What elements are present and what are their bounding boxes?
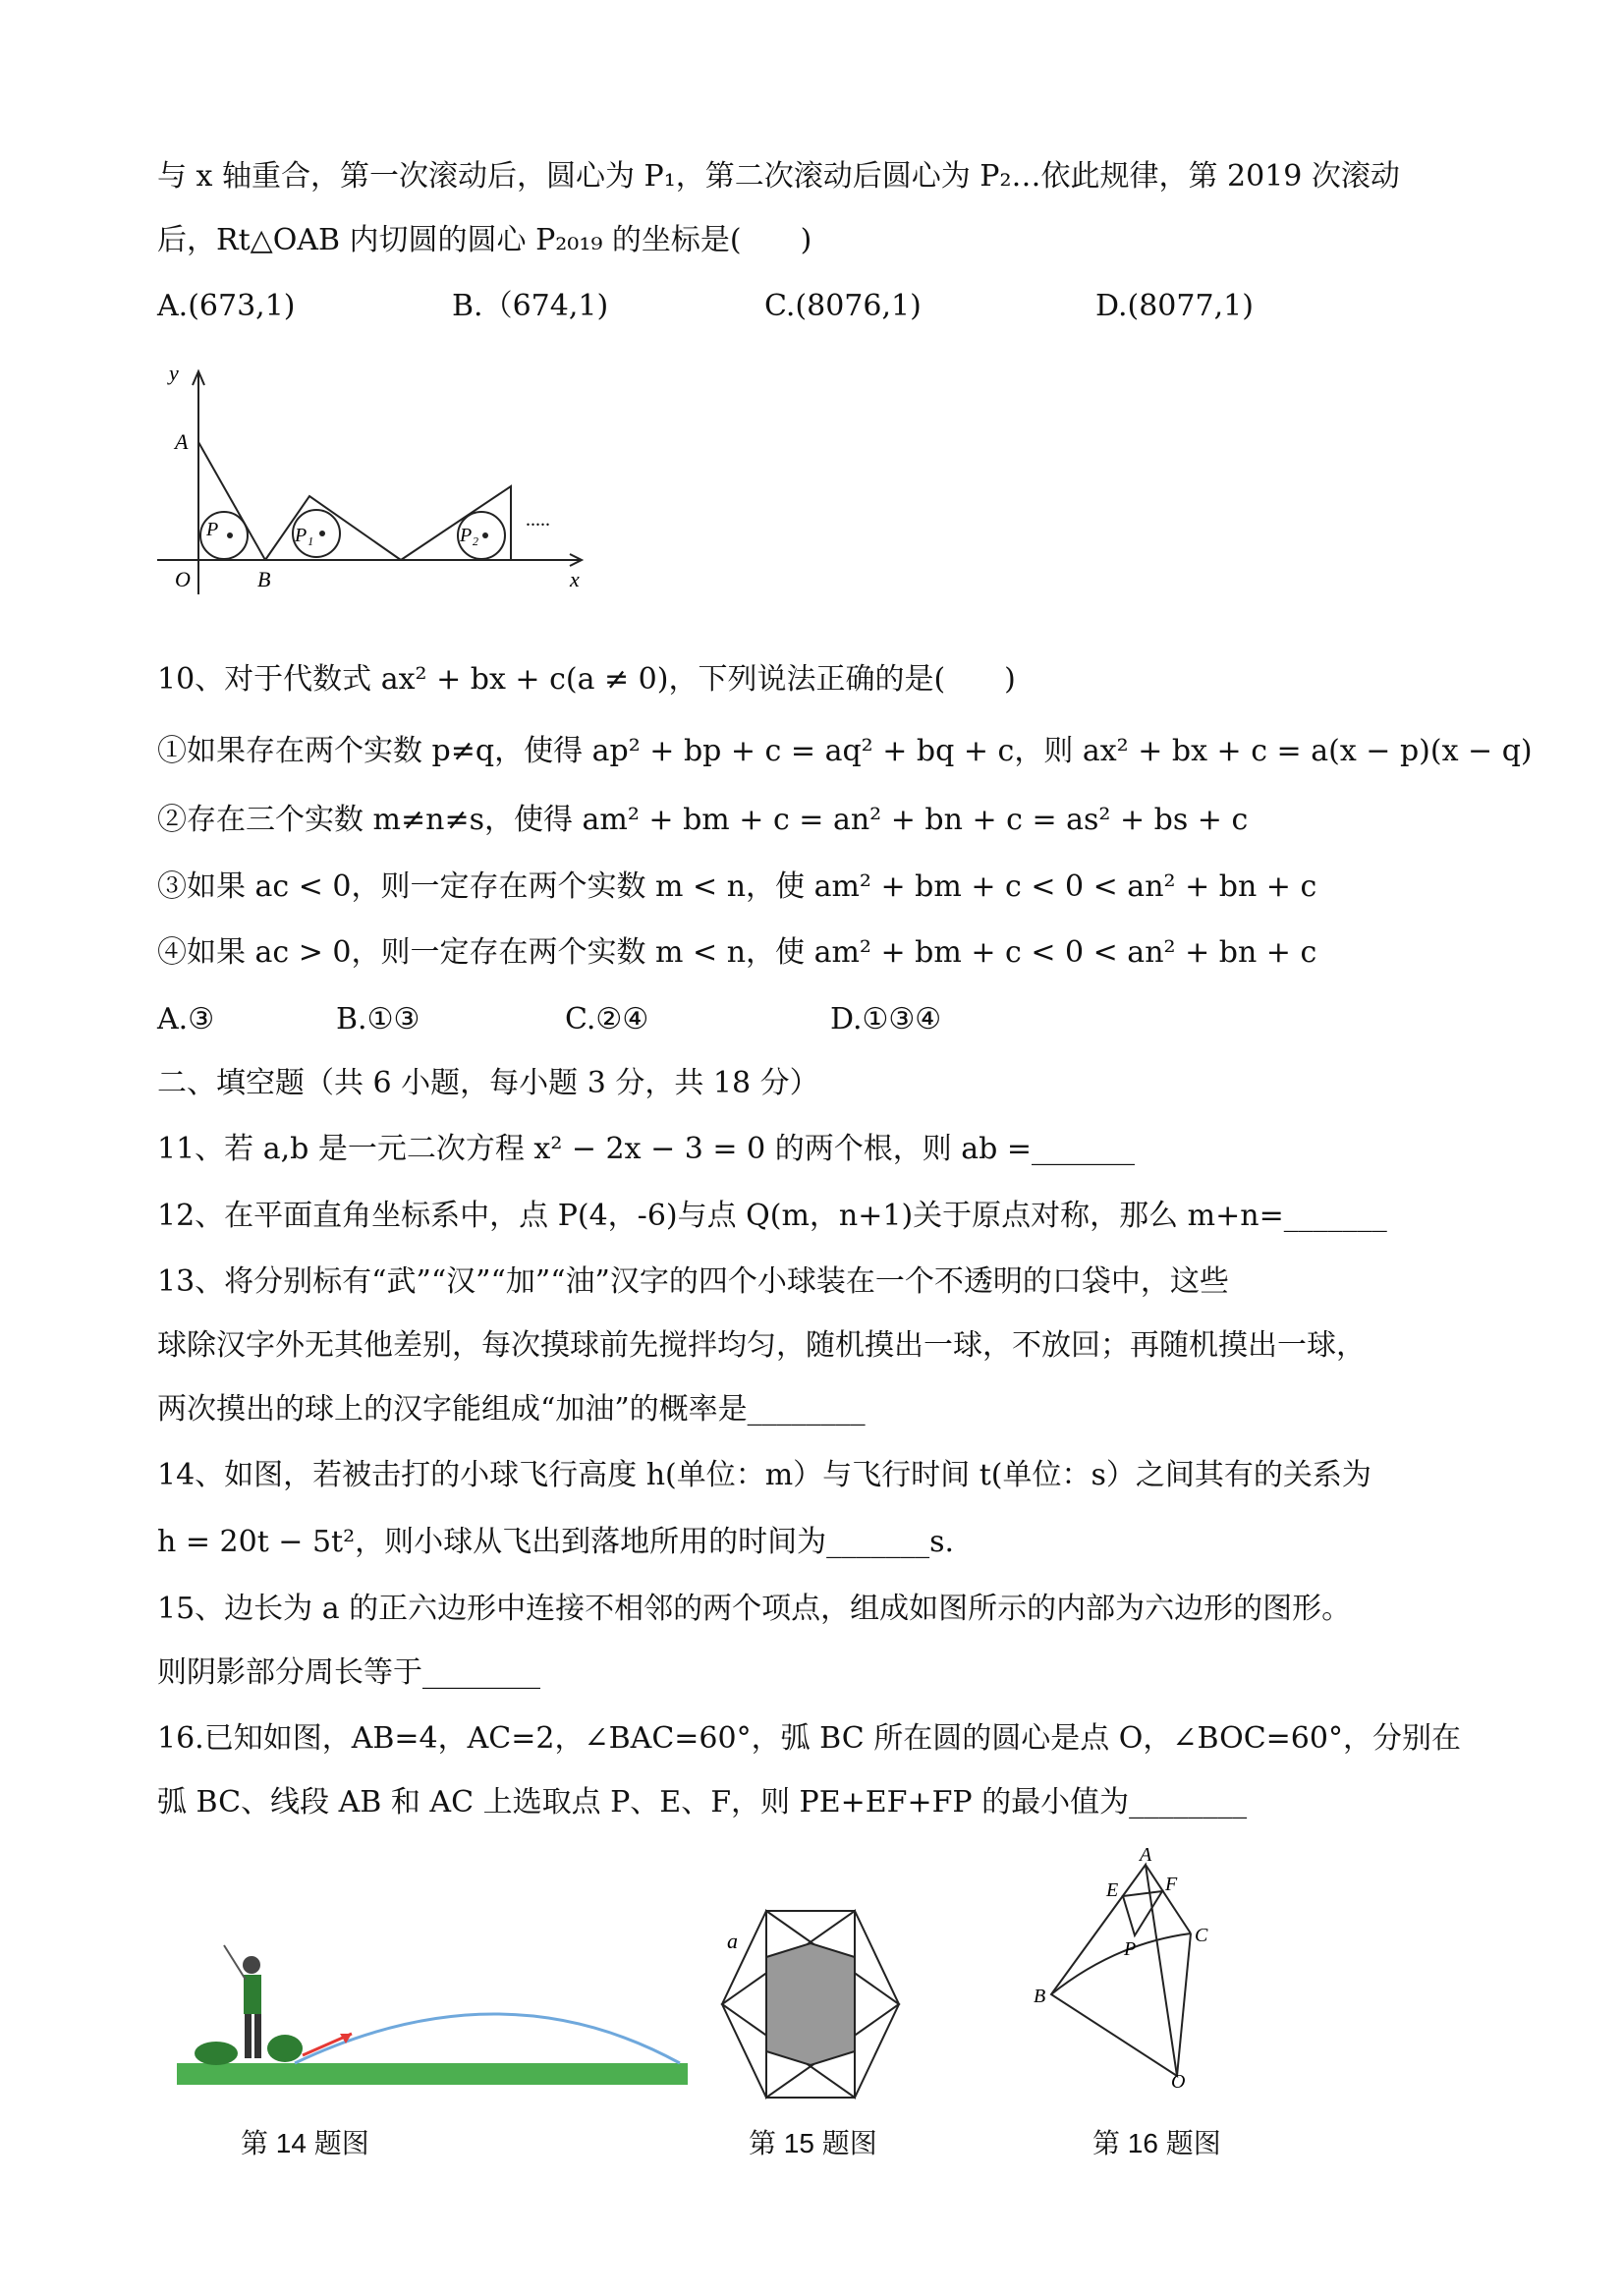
center-p2 bbox=[482, 532, 488, 538]
shaded-inner-hexagon bbox=[766, 1943, 855, 2065]
label-a: a bbox=[727, 1929, 738, 1953]
golf-club bbox=[224, 1945, 246, 1980]
q9-option-d: D.(8077,1) bbox=[1095, 289, 1254, 323]
q16-arc-figure bbox=[1022, 1847, 1248, 2093]
q10-statement-4: ④如果 ac > 0，则一定存在两个实数 m < n，使 am² + bm + c < 0 < an² + bn + c bbox=[157, 935, 1317, 970]
label-f: F bbox=[1165, 1874, 1178, 1895]
q15-line-2: 则阴影部分周长等于________ bbox=[157, 1655, 540, 1690]
label-y: y bbox=[169, 361, 179, 385]
q10-statement-3: ③如果 ac < 0，则一定存在两个实数 m < n，使 am² + bm + c < 0 < an² + bn + c bbox=[157, 869, 1317, 904]
segment-co bbox=[1177, 1933, 1191, 2076]
label-p: P bbox=[1124, 1938, 1137, 1960]
q16-line-2: 弧 BC、线段 AB 和 AC 上选取点 P、E、F，则 PE+EF+FP 的最小值为________ bbox=[157, 1785, 1248, 1820]
q10-statement-1: ①如果存在两个实数 p≠q，使得 ap² + bp + c = aq² + bq + c，则 ax² + bx + c = a(x − p)(x − q) bbox=[157, 734, 1533, 768]
q13-line-1: 13、将分别标有“武”“汉”“加”“油”汉字的四个小球装在一个不透明的口袋中，这些 bbox=[157, 1264, 1229, 1299]
q13-line-3: 两次摸出的球上的汉字能组成“加油”的概率是________ bbox=[157, 1392, 866, 1427]
golfer-leg-left bbox=[245, 2014, 252, 2058]
arc-bc bbox=[1051, 1933, 1191, 1994]
segment-ab bbox=[198, 442, 265, 560]
q9-option-b: B.（674,1) bbox=[452, 289, 609, 323]
q15-hexagon-figure bbox=[707, 1901, 923, 2107]
label-o: O bbox=[175, 567, 191, 591]
q9-option-c: C.(8076,1) bbox=[764, 289, 922, 323]
bush-right bbox=[267, 2035, 303, 2062]
caption-fig-14: 第 14 题图 bbox=[241, 2128, 369, 2158]
label-p1: P₁ bbox=[295, 525, 314, 546]
q9-line-1: 与 x 轴重合，第一次滚动后，圆心为 P₁，第二次滚动后圆心为 P₂…依此规律，第 2019 次滚动 bbox=[157, 159, 1400, 194]
caption-fig-16: 第 16 题图 bbox=[1092, 2128, 1221, 2158]
q14-golf-figure bbox=[177, 1926, 698, 2093]
triangle-3 bbox=[401, 486, 511, 560]
q10-statement-2: ②存在三个实数 m≠n≠s，使得 am² + bm + c = an² + bn + c = as² + bs + c bbox=[157, 803, 1249, 837]
q12: 12、在平面直角坐标系中，点 P(4，-6)与点 Q(m，n+1)关于原点对称，那么 m+n=_______ bbox=[157, 1199, 1387, 1233]
label-b: B bbox=[1034, 1986, 1046, 2007]
label-c: C bbox=[1195, 1925, 1208, 1946]
label-a: A bbox=[1140, 1847, 1152, 1866]
label-p: P bbox=[206, 519, 219, 540]
q10-option-c: C.②④ bbox=[565, 1002, 649, 1036]
q10-option-a: A.③ bbox=[157, 1002, 215, 1036]
center-p1 bbox=[319, 531, 325, 536]
label-p2: P₂ bbox=[460, 525, 479, 546]
golfer-head bbox=[243, 1956, 260, 1974]
q14-line-2: h = 20t − 5t²，则小球从飞出到落地所用的时间为_______s. bbox=[157, 1525, 955, 1559]
q10-option-d: D.①③④ bbox=[830, 1002, 942, 1036]
triangle-pef bbox=[1123, 1891, 1162, 1935]
golfer-body bbox=[244, 1975, 261, 2014]
ball-trajectory bbox=[295, 2014, 680, 2063]
q9-rolling-triangle-figure bbox=[147, 359, 599, 604]
q9-line-2: 后，Rt△OAB 内切圆的圆心 P₂₀₁₉ 的坐标是( ) bbox=[157, 223, 812, 257]
label-a: A bbox=[175, 429, 189, 454]
label-o: O bbox=[1171, 2071, 1186, 2093]
q10-stem: 10、对于代数式 ax² + bx + c(a ≠ 0)，下列说法正确的是( ) bbox=[157, 662, 1016, 697]
q9-option-a: A.(673,1) bbox=[157, 289, 296, 323]
q13-line-2: 球除汉字外无其他差别，每次摸球前先搅拌均匀，随机摸出一球，不放回；再随机摸出一球， bbox=[157, 1328, 1366, 1363]
label-b: B bbox=[257, 567, 271, 591]
caption-fig-15: 第 15 题图 bbox=[749, 2128, 877, 2158]
label-x: x bbox=[570, 567, 580, 591]
bush-left bbox=[195, 2042, 238, 2065]
q10-option-b: B.①③ bbox=[336, 1002, 420, 1036]
q16-line-1: 16.已知如图，AB=4，AC=2，∠BAC=60°，弧 BC 所在圆的圆心是点 O，∠BOC=60°，分别在 bbox=[157, 1721, 1461, 1756]
center-p bbox=[227, 532, 233, 538]
q11: 11、若 a,b 是一元二次方程 x² − 2x − 3 = 0 的两个根，则 ab =_______ bbox=[157, 1132, 1135, 1166]
q14-line-1: 14、如图，若被击打的小球飞行高度 h(单位：m）与飞行时间 t(单位：s）之间其有的关系为 bbox=[157, 1458, 1371, 1492]
grass-strip bbox=[177, 2063, 688, 2085]
golfer-leg-right bbox=[254, 2014, 261, 2058]
section-2-heading: 二、填空题（共 6 小题，每小题 3 分，共 18 分） bbox=[157, 1066, 819, 1100]
label-e: E bbox=[1106, 1879, 1119, 1901]
label-dots: ..... bbox=[526, 509, 550, 531]
q15-line-1: 15、边长为 a 的正六边形中连接不相邻的两个项点，组成如图所示的内部为六边形的图形。 bbox=[157, 1592, 1352, 1626]
